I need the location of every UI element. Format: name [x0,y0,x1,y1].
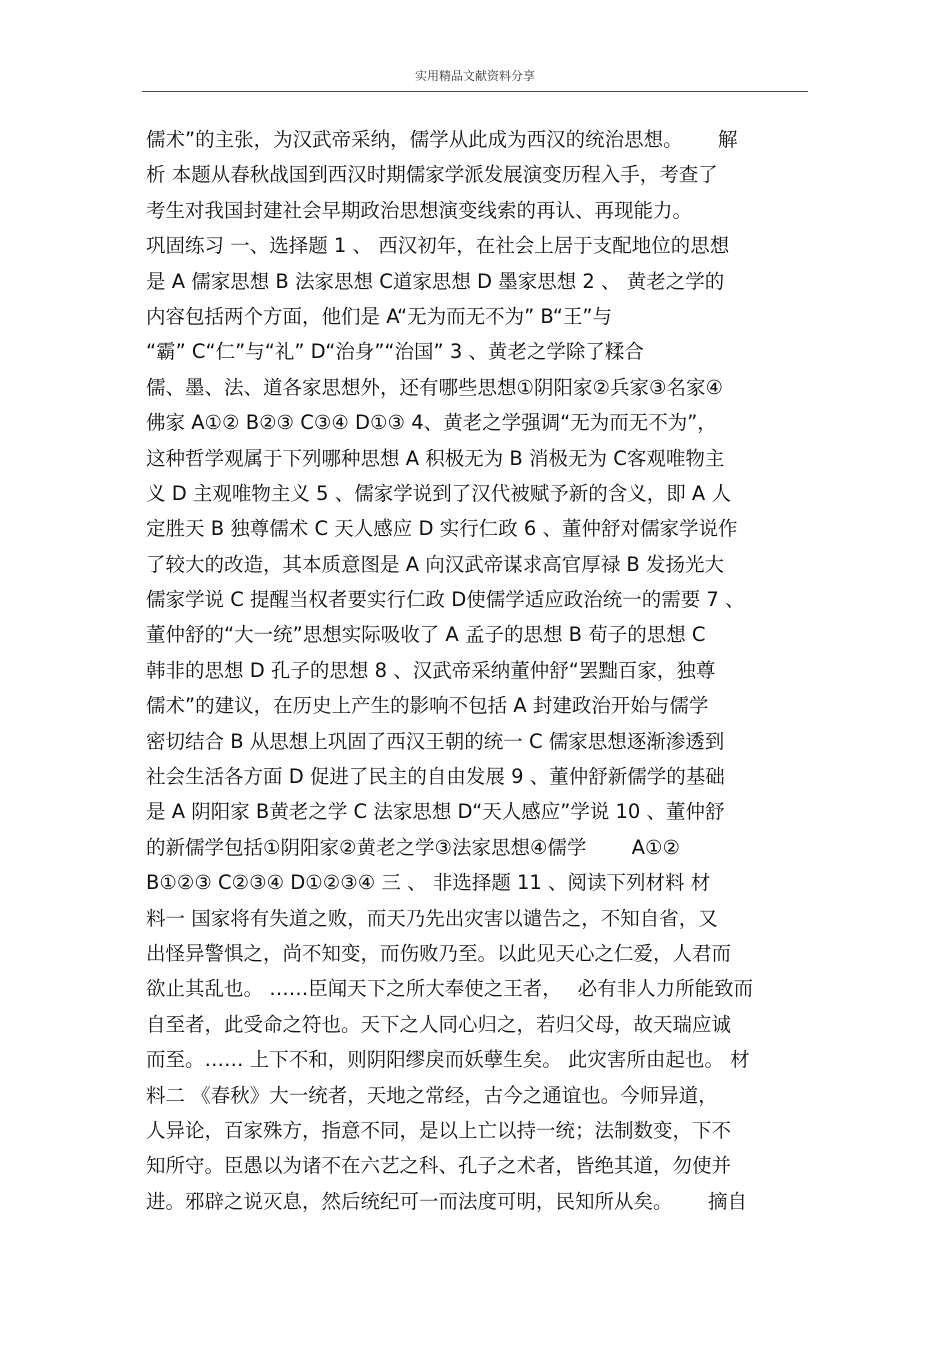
text-line: 儒术”的建议，在历史上产生的影响不包括 A 封建政治开始与儒学 [146,694,709,718]
text-line: 进。邪辟之说灭息，然后统纪可一而法度可明，民知所从矣。 摘自 [146,1189,747,1213]
text-line: 考生对我国封建社会早期政治思想演变线索的再认、再现能力。 [146,198,693,222]
text-line: 料一 国家将有失道之败，而天乃先出灾害以谴告之，不知自省，又 [146,906,718,930]
text-line: 欲止其乱也。 ……臣闻天下之所大奉使之王者， 必有非人力所能致而 [146,977,754,1001]
text-line: 出怪异警惧之，尚不知变，而伤败乃至。以此见天心之仁爱，人君而 [146,941,732,965]
text-line: 密切结合 B 从思想上巩固了西汉王朝的统一 C 儒家思想逐渐渗透到 [146,729,725,753]
text-line: 定胜天 B 独尊儒术 C 天人感应 D 实行仁政 6 、董仲舒对儒家学说作 [146,517,738,541]
text-line: 的新儒学包括①阴阳家②黄老之学③法家思想④儒学 A①② [146,835,680,859]
text-line: 佛家 A①② B②③ C③④ D①③ 4、黄老之学强调“无为而无不为”， [146,411,717,435]
text-line: 儒家学说 C 提醒当权者要实行仁政 D使儒学适应政治统一的需要 7 、 [146,588,745,612]
text-line: 了较大的改造，其本质意图是 A 向汉武帝谋求高官厚禄 B 发扬光大 [146,552,725,576]
text-line: 内容包括两个方面，他们是 A“无为而无不为” B“王”与 [146,304,612,328]
text-line: “霸” C“仁”与“礼” D“治身”“治国” 3 、黄老之学除了糅合 [146,340,644,364]
text-line: 社会生活各方面 D 促进了民主的自由发展 9 、董仲舒新儒学的基础 [146,765,725,789]
text-line: 这种哲学观属于下列哪种思想 A 积极无为 B 消极无为 C客观唯物主 [146,446,725,470]
text-line: 义 D 主观唯物主义 5 、儒家学说到了汉代被赋予新的含义，即 A 人 [146,481,731,505]
text-line: 人异论，百家殊方，指意不同，是以上亡以持一统；法制数变，下不 [146,1118,732,1142]
text-line: 巩固练习 一、选择题 1 、 西汉初年，在社会上居于支配地位的思想 [146,234,730,258]
text-line: 而至。…… 上下不和，则阴阳缪戾而妖孽生矣。 此灾害所由起也。 材 [146,1048,750,1072]
text-line: 儒术”的主张，为汉武帝采纳，儒学从此成为西汉的统治思想。 解 [146,128,738,151]
text-line: 自至者，此受命之符也。天下之人同心归之，若归父母，故天瑞应诚 [146,1012,732,1036]
text-line: 析 本题从春秋战国到西汉时期儒家学派发展演变历程入手，考查了 [146,163,718,187]
text-line: 知所守。臣愚以为诸不在六艺之科、孔子之术者，皆绝其道，勿使并 [146,1154,732,1178]
text-line: 料二 《春秋》大一统者，天地之常经，古今之通谊也。今师异道， [146,1083,718,1107]
text-line: 是 A 阴阳家 B黄老之学 C 法家思想 D“天人感应”学说 10 、董仲舒 [146,800,725,824]
text-line: 韩非的思想 D 孔子的思想 8 、汉武帝采纳董仲舒“罢黜百家，独尊 [146,658,716,682]
text-line: 是 A 儒家思想 B 法家思想 C道家思想 D 墨家思想 2 、 黄老之学的 [146,269,725,293]
text-line: B①②③ C②③④ D①②③④ 三 、 非选择题 11 、阅读下列材料 材 [146,871,711,895]
header-divider [142,91,808,92]
page-header: 实用精品文献资料分享 [414,69,535,83]
text-line: 儒、墨、法、道各家思想外，还有哪些思想①阴阳家②兵家③名家④ [146,375,723,399]
document-body [146,122,808,1219]
text-line: 董仲舒的“大一统”思想实际吸收了 A 孟子的思想 B 荀子的思想 C [146,623,706,647]
